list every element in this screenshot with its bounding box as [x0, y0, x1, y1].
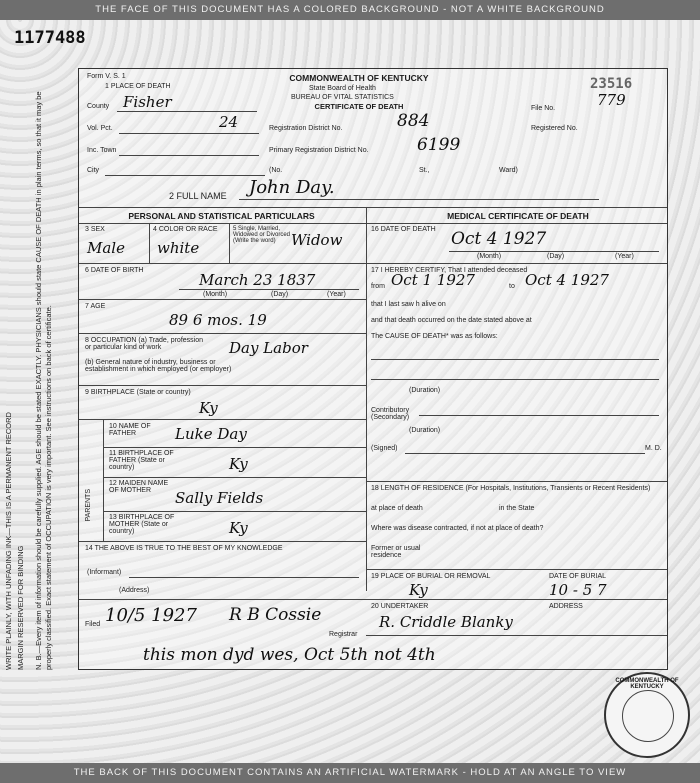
occupation-label: 8 OCCUPATION (a) Trade, profession or particular kind of work	[85, 337, 203, 351]
no-label: (No.	[269, 167, 283, 174]
true-statement-label: 14 THE ABOVE IS TRUE TO THE BEST OF MY KNOWLEDGE	[85, 545, 283, 552]
year-label: (Year)	[327, 291, 346, 298]
mother-maiden-label: 12 MAIDEN NAME OF MOTHER	[109, 480, 169, 494]
sidebar-margin: MARGIN RESERVED FOR BINDING	[16, 545, 25, 670]
sex-label: 3 SEX	[85, 226, 105, 233]
bottom-banner: THE BACK OF THIS DOCUMENT CONTAINS AN ARTIFICIAL WATERMARK - HOLD AT AN ANGLE TO VIEW	[0, 763, 700, 783]
father-birthplace-value: Ky	[229, 455, 248, 473]
mother-maiden-value: Sally Fields	[175, 489, 264, 507]
informant-label: (Informant)	[87, 569, 122, 576]
age-label: 7 AGE	[85, 303, 106, 310]
birthplace-label: 9 BIRTHPLACE (State or country)	[85, 389, 191, 396]
sex-value: Male	[87, 239, 125, 257]
sidebar-nb: N. B.—Every item of information should be carefully supplied. AGE should be stated EXACTLY. PHYSICIANS should state CAUSE OF DEATH in plain terms, so that it may be properly classified. Exact statement of OCCUPATION is very important. See instructions on back of certificate.	[34, 91, 53, 670]
undertaker-value: R. Criddle Blanky	[379, 613, 513, 631]
duration-label-2: (Duration)	[409, 427, 441, 434]
mother-birthplace-label: 13 BIRTHPLACE OF MOTHER (State or country)	[109, 514, 175, 535]
address-label: (Address)	[119, 587, 150, 594]
death-certificate-form	[78, 68, 668, 670]
dod-year-label: (Year)	[615, 253, 634, 260]
date-burial-label: DATE OF BURIAL	[549, 573, 607, 580]
file-no-value: 779	[597, 91, 626, 109]
seal-emblem-icon	[622, 690, 674, 742]
county-label: County	[87, 103, 110, 110]
at-place-label: at place of death	[371, 505, 423, 512]
personal-header: PERSONAL AND STATISTICAL PARTICULARS	[128, 211, 315, 221]
sidebar-instructions	[4, 80, 74, 670]
burial-date-value: 10 - 5 7	[549, 581, 607, 599]
medical-header: MEDICAL CERTIFICATE OF DEATH	[447, 211, 589, 221]
certificate-title: CERTIFICATE OF DEATH	[314, 102, 404, 111]
burial-label: 19 PLACE OF BURIAL OR REMOVAL	[371, 573, 491, 580]
dob-label: 6 DATE OF BIRTH	[85, 267, 144, 274]
commonwealth-title: COMMONWEALTH OF KENTUCKY	[289, 73, 429, 83]
date-of-death-value: Oct 4 1927	[451, 229, 547, 249]
marital-label: 5 Single, Married, Widowed or Divorced (Write the word)	[233, 226, 291, 244]
from-label: from	[371, 283, 385, 290]
filed-label: Filed	[85, 621, 101, 628]
correction-note: this mon dyd wes, Oct 5th not 4th	[143, 645, 436, 665]
registrar-label: Registrar	[329, 631, 358, 638]
contracted-label: Where was disease contracted, if not at place of death?	[371, 525, 544, 532]
md-label: M. D.	[645, 445, 662, 452]
registration-district-label: Registration District No.	[269, 125, 343, 132]
age-value: 89 6 mos. 19	[169, 311, 267, 329]
county-value: Fisher	[123, 93, 172, 111]
registrar-signature: R B Cossie	[229, 605, 322, 625]
cause-label: The CAUSE OF DEATH* was as follows:	[371, 333, 498, 340]
registration-district-value: 884	[397, 111, 430, 131]
dod-month-label: (Month)	[477, 253, 502, 260]
to-label: to	[509, 283, 515, 290]
death-occurred-label: and that death occurred on the date stated above at	[371, 317, 532, 324]
top-banner: THE FACE OF THIS DOCUMENT HAS A COLORED BACKGROUND - NOT A WHITE BACKGROUND	[0, 0, 700, 20]
inc-town-label: Inc. Town	[87, 147, 117, 154]
signed-label: (Signed)	[371, 445, 398, 452]
primary-district-label: Primary Registration District No.	[269, 147, 369, 154]
st-label: St.,	[419, 167, 430, 174]
undertaker-address-label: ADDRESS	[549, 603, 583, 610]
mother-birthplace-value: Ky	[229, 519, 248, 537]
ward-label: Ward)	[499, 167, 518, 174]
place-of-death-label: 1 PLACE OF DEATH	[105, 83, 171, 90]
parents-label: PARENTS	[85, 489, 92, 522]
registered-no-label: Registered No.	[531, 125, 578, 132]
date-of-death-label: 16 DATE OF DEATH	[371, 226, 436, 233]
seal-text: COMMONWEALTH OF KENTUCKY	[615, 678, 679, 690]
form-number: Form V. S. 1	[87, 73, 126, 80]
vol-pct-value: 24	[219, 113, 239, 131]
full-name-label: 2 FULL NAME	[169, 191, 227, 201]
month-label: (Month)	[203, 291, 228, 298]
primary-district-value: 6199	[417, 135, 461, 155]
hereby-certify-label: 17 I HEREBY CERTIFY, That I attended deceased	[371, 267, 528, 274]
document-number: 1177488	[14, 28, 86, 48]
dod-day-label: (Day)	[547, 253, 565, 260]
day-label: (Day)	[271, 291, 289, 298]
file-no-label: File No.	[531, 105, 556, 112]
father-name-value: Luke Day	[175, 425, 247, 443]
residence-label: 18 LENGTH OF RESIDENCE (For Hospitals, Institutions, Transients or Recent Residents)	[371, 485, 651, 492]
last-saw-label: that I last saw h alive on	[371, 301, 446, 308]
attended-to-value: Oct 4 1927	[525, 271, 609, 289]
duration-label-1: (Duration)	[409, 387, 441, 394]
former-residence-label: Former or usual residence	[371, 545, 421, 559]
color-value: white	[157, 239, 200, 257]
burial-place-value: Ky	[409, 581, 428, 599]
sidebar-write-plainly: WRITE PLAINLY, WITH UNFADING INK—THIS IS A PERMANENT RECORD	[4, 412, 13, 670]
color-label: 4 COLOR OR RACE	[153, 226, 218, 233]
vol-pct-label: Vol. Pct.	[87, 125, 113, 132]
occupation-value: Day Labor	[229, 339, 308, 357]
father-birthplace-label: 11 BIRTHPLACE OF FATHER (State or country)	[109, 450, 174, 471]
attended-from-value: Oct 1 1927	[391, 271, 475, 289]
city-label: City	[87, 167, 100, 174]
board-label: State Board of Health	[309, 85, 376, 92]
birthplace-value: Ky	[199, 399, 218, 417]
in-state-label: in the State	[499, 505, 535, 512]
bureau-label: BUREAU OF VITAL STATISTICS	[291, 94, 394, 101]
industry-label: (b) General nature of industry, business or establishment in which employed (or employer)	[85, 359, 232, 373]
stamp-number: 23516	[590, 76, 633, 92]
dob-value: March 23 1837	[199, 271, 316, 289]
filed-date-value: 10/5 1927	[105, 605, 197, 626]
full-name-value: John Day.	[249, 177, 335, 198]
marital-value: Widow	[291, 231, 343, 249]
undertaker-label: 20 UNDERTAKER	[371, 603, 429, 610]
kentucky-seal	[604, 672, 690, 758]
contributory-label: Contributory (Secondary)	[371, 407, 410, 421]
father-name-label: 10 NAME OF FATHER	[109, 423, 151, 437]
